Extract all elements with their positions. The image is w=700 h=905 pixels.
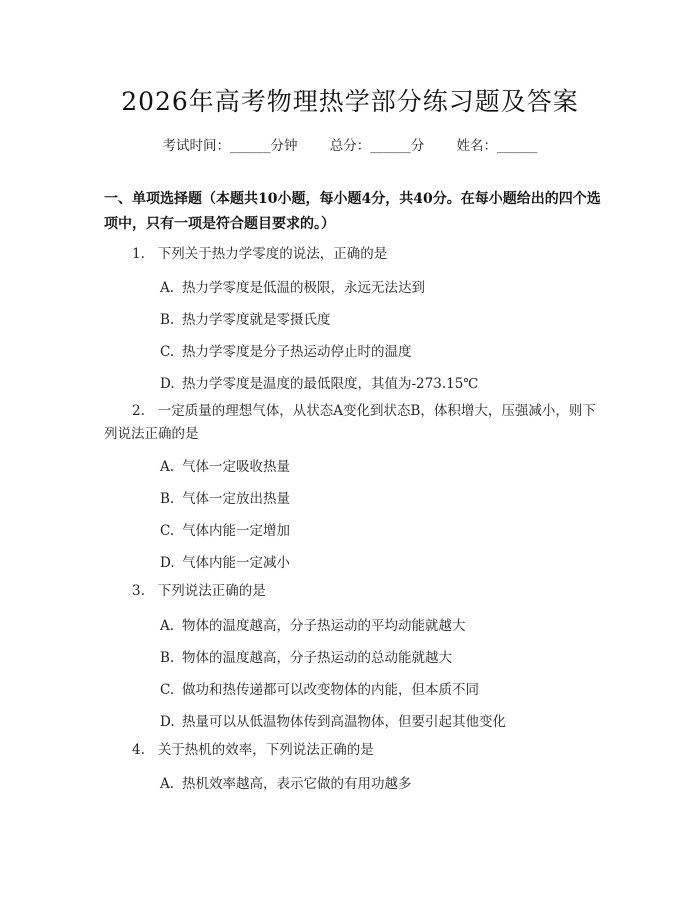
option-text: 热量可以从低温物体传到高温物体，但要引起其他变化 (182, 714, 506, 730)
question-3-option-b (160, 646, 452, 666)
exam-time-blank: ______ (229, 138, 271, 154)
option-text: 做功和热传递都可以改变物体的内能，但本质不同 (182, 682, 479, 698)
question-3-number: 3. (132, 583, 145, 599)
option-letter: C. (160, 344, 175, 360)
question-3-stem: 下列说法正确的是 (157, 583, 266, 599)
exam-time-label: 考试时间： (162, 138, 230, 154)
option-letter: A. (160, 776, 175, 792)
question-2-option-b (160, 487, 290, 507)
question-2 (104, 400, 604, 446)
question-3-option-a (160, 614, 466, 634)
total-score-field (330, 134, 425, 154)
option-text: 物体的温度越高，分子热运动的平均动能就越大 (182, 618, 466, 634)
question-1-stem: 下列关于热力学零度的说法，正确的是 (157, 246, 388, 262)
question-1-option-d (160, 372, 478, 392)
option-text: 气体一定放出热量 (182, 491, 290, 507)
question-3-option-c (160, 678, 479, 698)
question-4-stem: 关于热机的效率，下列说法正确的是 (157, 742, 374, 758)
exam-time-field (162, 134, 297, 154)
option-letter: D. (160, 376, 175, 392)
option-text: 气体一定吸收热量 (182, 459, 290, 475)
question-2-number: 2. (132, 403, 145, 419)
option-text: 热力学零度是低温的极限，永远无法达到 (182, 280, 425, 296)
option-letter: A. (160, 618, 175, 634)
question-1-option-a (160, 276, 425, 296)
total-score-blank: ______ (370, 138, 411, 154)
option-letter: A. (160, 459, 175, 475)
page-title: 2026年高考物理热学部分练习题及答案 (121, 87, 579, 116)
question-4-option-a (160, 772, 412, 792)
exam-info-line (0, 134, 700, 154)
question-3 (104, 580, 604, 603)
question-3-option-d (160, 710, 506, 730)
total-score-label: 总分： (329, 138, 371, 154)
option-text: 热力学零度就是零摄氏度 (182, 312, 331, 328)
question-2-option-c (160, 519, 290, 539)
question-2-stem: 一定质量的理想气体，从状态A变化到状态B，体积增大，压强减小，则下列说法正确的是 (104, 403, 596, 442)
option-letter: B. (160, 650, 175, 666)
option-text: 气体内能一定减小 (182, 555, 290, 571)
option-letter: D. (160, 555, 175, 571)
question-2-option-d (160, 551, 290, 571)
student-name-blank: ______ (497, 138, 538, 154)
question-1-option-c (160, 340, 412, 360)
student-name-label: 姓名： (456, 138, 498, 154)
question-1-number: 1. (132, 246, 145, 262)
question-1 (104, 243, 604, 266)
option-letter: C. (160, 682, 175, 698)
question-4-number: 4. (132, 742, 145, 758)
section-heading: 一、单项选择题（本题共10小题，每小题4分，共40分。在每小题给出的四个选项中，只有一项是符合题目要求的。） (104, 191, 601, 232)
student-name-field (457, 134, 538, 154)
exam-time-unit: 分钟 (270, 138, 298, 154)
total-score-unit: 分 (410, 138, 425, 154)
option-text: 热力学零度是分子热运动停止时的温度 (182, 344, 412, 360)
option-text: 热力学零度是温度的最低限度，其值为-273.15℃ (182, 376, 479, 392)
option-letter: A. (160, 280, 175, 296)
option-letter: B. (160, 491, 175, 507)
question-1-option-b (160, 308, 331, 328)
option-text: 物体的温度越高，分子热运动的总动能就越大 (182, 650, 452, 666)
option-letter: B. (160, 312, 175, 328)
option-letter: C. (160, 523, 175, 539)
question-4 (104, 739, 604, 762)
option-text: 气体内能一定增加 (182, 523, 290, 539)
option-letter: D. (160, 714, 175, 730)
question-2-option-a (160, 455, 290, 475)
option-text: 热机效率越高，表示它做的有用功越多 (182, 776, 412, 792)
